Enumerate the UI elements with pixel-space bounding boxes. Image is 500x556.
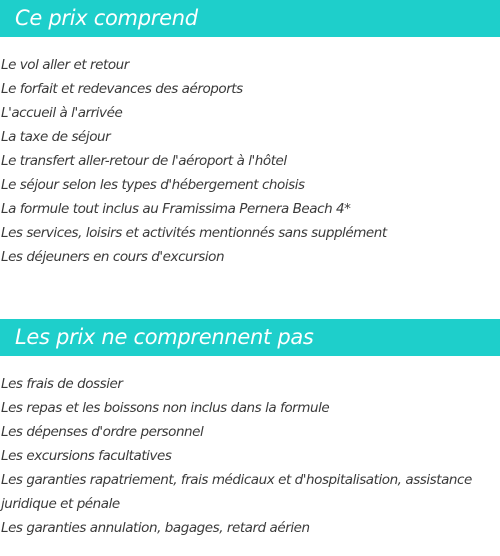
excluded-item-optional-excursions: Les excursions facultatives [1, 448, 172, 464]
included-item-airport-fees: Le forfait et redevances des aéroports [1, 81, 243, 97]
included-item-flight: Le vol aller et retour [1, 57, 129, 73]
excluded-item-file-fees: Les frais de dossier [1, 376, 123, 392]
excluded-item-meals-drinks: Les repas et les boissons non inclus dans la formule [1, 400, 330, 416]
included-item-hotel-transfer: Le transfert aller-retour de l'aéroport à l'hôtel [1, 153, 287, 169]
included-items-list [0, 53, 500, 269]
excluded-section-title: Les prix ne comprennent pas [15, 325, 314, 349]
included-item-tourist-tax: La taxe de séjour [1, 129, 111, 145]
included-item-excursion-lunches: Les déjeuners en cours d'excursion [1, 249, 225, 265]
included-item-services: Les services, loisirs et activités mentionnés sans supplément [1, 225, 387, 241]
included-section-header [0, 0, 500, 37]
included-section-title: Ce prix comprend [15, 6, 198, 30]
included-item-arrival-welcome: L'accueil à l'arrivée [1, 105, 123, 121]
excluded-section-header [0, 319, 500, 356]
excluded-item-cancellation-insurance: Les garanties annulation, bagages, retard aérien [1, 520, 310, 536]
excluded-item-repatriation-insurance: Les garanties rapatriement, frais médicaux et d'hospitalisation, assistance juridique et pénale [1, 472, 472, 512]
excluded-items-list [0, 372, 500, 540]
included-item-all-inclusive: La formule tout inclus au Framissima Pernera Beach 4* [1, 201, 351, 217]
included-item-accommodation: Le séjour selon les types d'hébergement choisis [1, 177, 305, 193]
excluded-item-personal-expenses: Les dépenses d'ordre personnel [1, 424, 204, 440]
